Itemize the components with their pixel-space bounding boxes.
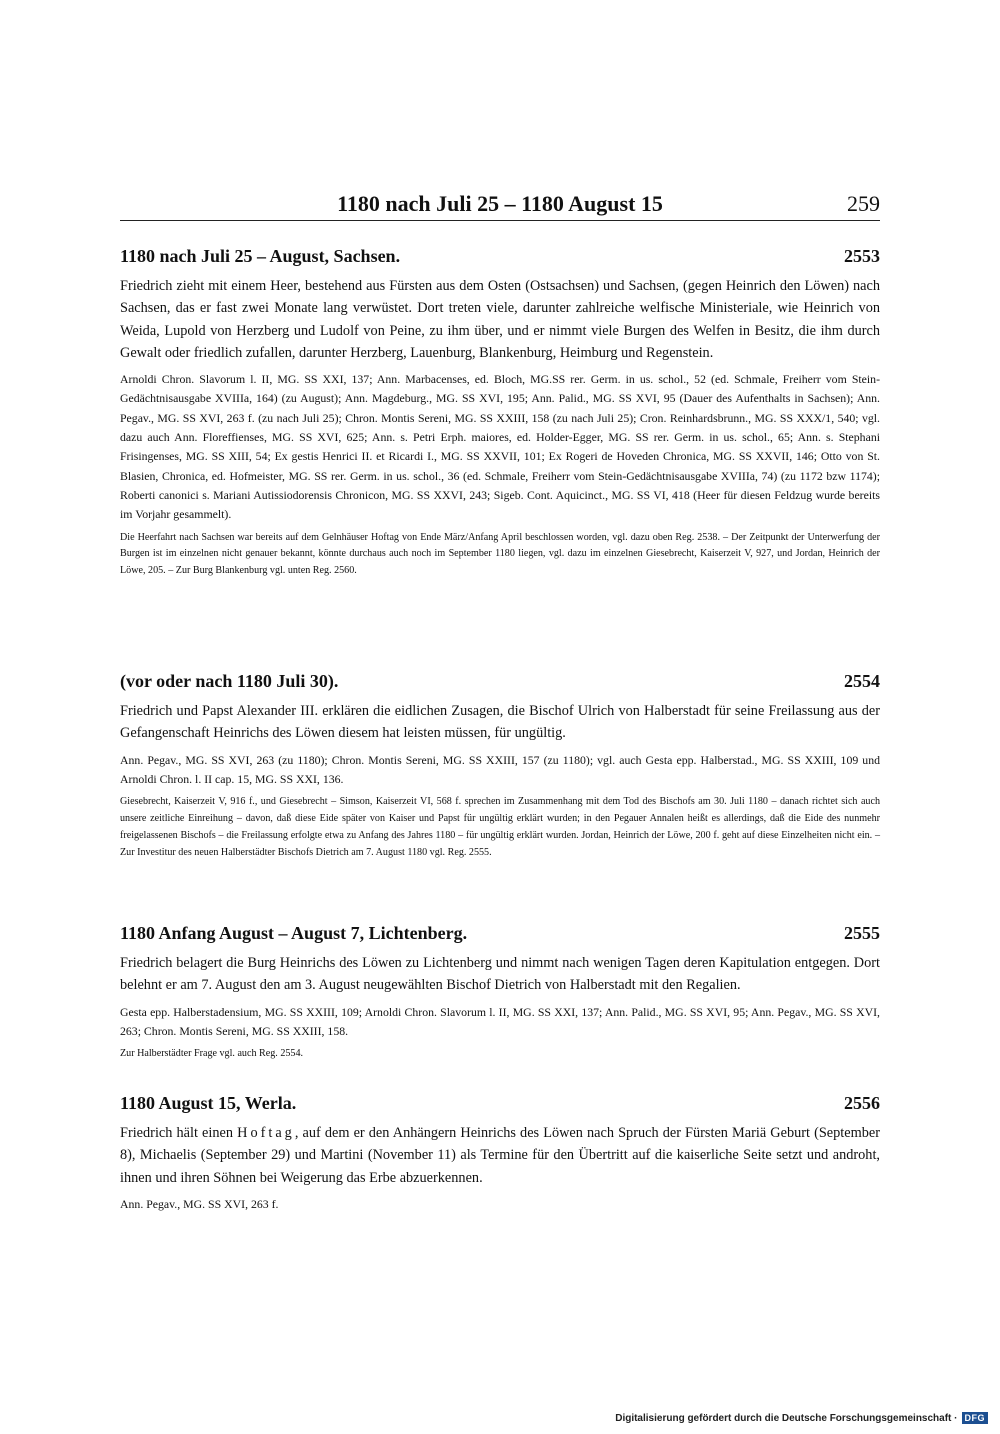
funding-footer (615, 1412, 988, 1424)
entry-heading (120, 920, 880, 946)
entry-number: 2554 (844, 671, 880, 691)
entry-notes: Zur Halberstädter Frage vgl. auch Reg. 2554. (120, 1048, 304, 1060)
entry-text: Friedrich zieht mit einem Heer, bestehend aus Fürsten aus dem Osten (Ostsachsen) und Sachsen, (gegen Heinrich den Löwen) nach Sachsen, das er fast zwei Monate lang verwüstet. Dort treten viele, darunter zahlreiche welfische Ministeriale, wie Heinrich von Weida, Lupold von Herzberg und Ludolf von Peine, zu ihm über, und er nimmt viele Burgen des Welfen in Besitz, die ihm durch Gewalt oder friedlich zufallen, darunter Herzberg, Lauenburg, Blankenburg, Heimburg und Regenstein. (120, 278, 880, 361)
entry-number: 2556 (844, 1093, 880, 1113)
entry-text: Friedrich belagert die Burg Heinrichs des Löwen zu Lichtenberg und nimmt nach wenigen Tagen deren Kapitulation entgegen. Dort belehnt er am 7. August den am 3. August neugewählten Bischof Dietrich von Halberstadt mit den Regalien. (120, 955, 880, 994)
entry-number: 2553 (844, 246, 880, 266)
funding-note: Digitalisierung gefördert durch die Deutsche Forschungsgemeinschaft · (615, 1412, 958, 1424)
entry-title: 1180 nach Juli 25 – August, Sachsen. (120, 246, 401, 266)
regest-entry-2554 (120, 668, 880, 861)
entry-title: 1180 Anfang August – August 7, Lichtenberg. (120, 923, 468, 943)
entry-title: (vor oder nach 1180 Juli 30). (120, 671, 339, 691)
regest-entry-2553 (120, 243, 880, 580)
entry-heading (120, 668, 880, 694)
entry-heading (120, 243, 880, 269)
entry-sources: Gesta epp. Halberstadensium, MG. SS XXIII, 109; Arnoldi Chron. Slavorum l. II, MG. SS XXI, 137; Ann. Palid., MG. SS XVI, 95; Ann. Pegav., MG. SS XVI, 263; Chron. Montis Sereni, MG. SS XXIII, 158. (120, 1004, 880, 1038)
entry-sources: Arnoldi Chron. Slavorum l. II, MG. SS XXI, 137; Ann. Marbacenses, ed. Bloch, MG.SS rer. Germ. in us. schol., 52 (ed. Schmale, Freiherr vom Stein-Gedächtnisausgabe XVIIIa, 164) (zu August); Ann. Magdeburg., MG. SS XVI, 195; Ann. Palid., MG. SS XVI, 95 (Dauer des Aufenthalts in Sachsen); Ann. Pegav., MG. SS XVI, 263 f. (zu nach Juli 25); Chron. Montis Sereni, MG. SS XXIII, 158 (zu nach Juli 25); Cron. Reinhardsbrunn., MG. SS XXX/1, 540; vgl. dazu auch Ann. Floreffienses, MG. SS XVI, 625; Ann. s. Petri Erph. maiores, ed. Holder-Egger, MG. SS rer. Germ. in us. schol., 65; Ann. s. Stephani Frisingenses, MG. SS XIII, 54; Ex gestis Henrici II. et Ricardi I., MG. SS XXVII, 101; Ex Rogeri de Hoveden Chronica, MG. SS XXVII, 146; Otto von St. Blasien, Chronica, ed. Hofmeister, MG. SS rer. Germ. in us. schol., 36 (ed. Schmale, Freiherr vom Stein-Gedächtnisausgabe XVIIIa, 74) (zu 1172 bzw 1174); Roberti canonici s. Mariani Autissiodorensis Chronicon, MG. SS XXVI, 243; Sigeb. Cont. Aquicinct., MG. SS VI, 418 (Heer für diesen Feldzug wurde bereits im Vorjahr gesammelt). (120, 372, 880, 522)
entry-number: 2555 (844, 923, 880, 943)
regest-entry-2556 (120, 1090, 880, 1214)
entry-sources: Ann. Pegav., MG. SS XVI, 263 (zu 1180); Chron. Montis Sereni, MG. SS XXIII, 157 (zu 1180); vgl. auch Gesta epp. Halberstad., MG. SS XXIII, 109 und Arnoldi Chron. l. II cap. 15, MG. SS XXI, 136. (120, 752, 880, 786)
entry-notes: Die Heerfahrt nach Sachsen war bereits auf dem Gelnhäuser Hoftag von Ende März/Anfang April beschlossen worden, vgl. dazu oben Reg. 2538. – Der Zeitpunkt der Unterwerfung der Burgen ist im einzelnen nicht genauer bekannt, könnte durchaus auch noch im September 1180 liegen, vgl. dazu im einzelnen Giesebrecht, Kaiserzeit V, 927, und Jordan, Heinrich der Löwe, 205. – Zur Burg Blankenburg vgl. unten Reg. 2560. (120, 531, 880, 577)
dfg-logo: DFG (962, 1412, 989, 1424)
page-number: 259 (847, 191, 880, 216)
regest-entry-2555 (120, 920, 880, 1063)
entry-title: 1180 August 15, Werla. (120, 1093, 297, 1113)
entry-text (120, 1122, 880, 1189)
running-head (120, 190, 880, 221)
entry-notes: Giesebrecht, Kaiserzeit V, 916 f., und Giesebrecht – Simson, Kaiserzeit VI, 568 f. sprechen im Zusammenhang mit dem Tod des Bischofs am 30. Juli 1180 – danach richtet sich auch unsere zeitliche Einreihung – davon, daß diese Eide später von Kaiser und Papst für ungültig erklärt wurden; in den Pegauer Annalen heißt es allerdings, daß die Eide des nunmehr freigelassenen Bischofs – die Freilassung erfolgte etwa zu Anfang des Jahres 1180 – für ungültig erklärt wurden. Jordan, Heinrich der Löwe, 200 f. geht auf diese Einzelheiten nicht ein. – Zur Investitur des neuen Halberstädter Bischofs Dietrich am 7. August 1180 vgl. Reg. 2555. (120, 796, 880, 858)
entry-sources: Ann. Pegav., MG. SS XVI, 263 f. (120, 1196, 279, 1211)
entry-text-rest: , auf dem er den Anhängern Heinrichs des Löwen nach Spruch der Fürsten Mariä Geburt (September 8), Michaelis (September 29) und Martini (November 11) als Termine für den Übertritt auf die kaiserliche Seite setzt und androht, ihnen und ihren Söhnen bei Weigerung das Erbe abzuerkennen. (120, 1125, 880, 1186)
emphasized-term: Hoftag (237, 1125, 295, 1141)
running-title: 1180 nach Juli 25 – 1180 August 15 (337, 191, 663, 216)
entry-heading (120, 1090, 880, 1116)
entry-text-start: Friedrich hält einen (120, 1125, 234, 1141)
entry-text: Friedrich und Papst Alexander III. erklären die eidlichen Zusagen, die Bischof Ulrich von Halberstadt für seine Freilassung aus der Gefangenschaft Heinrichs des Löwen diesem hat leisten müssen, für ungültig. (120, 703, 880, 742)
